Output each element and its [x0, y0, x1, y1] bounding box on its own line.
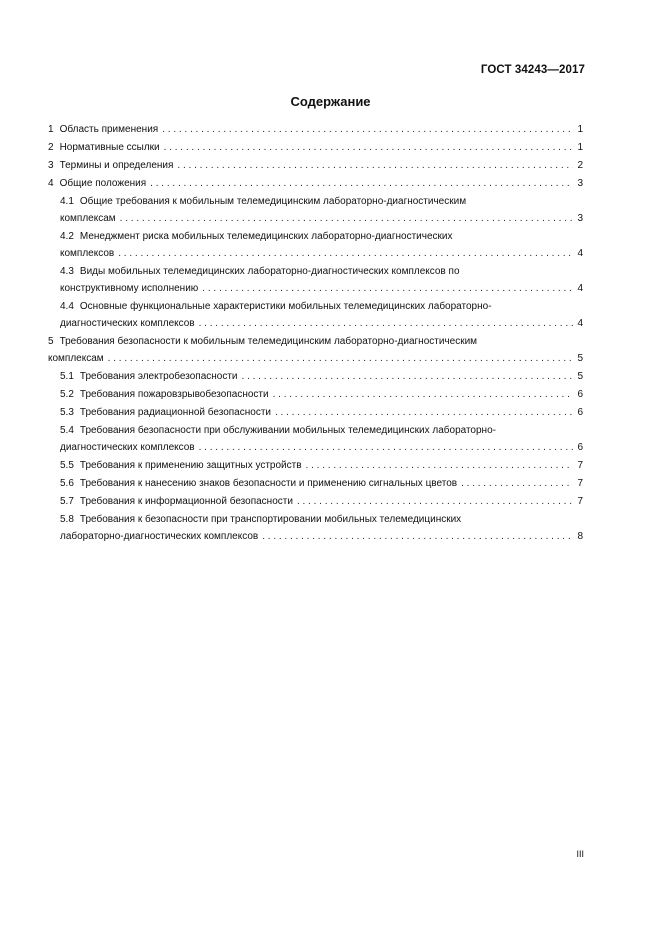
document-code: ГОСТ 34243—2017 — [480, 64, 585, 76]
toc-entry-page: 8 — [577, 531, 583, 542]
toc-entry[interactable] — [48, 457, 583, 474]
toc-leader-dots — [162, 121, 573, 138]
toc-leader-dots — [262, 528, 573, 545]
toc-leader-dots — [275, 404, 573, 421]
toc-leader-dots — [164, 139, 573, 156]
toc-entry-number: 5.8 — [60, 514, 74, 525]
toc-entry-title: Требования к применению защитных устройств — [79, 460, 302, 471]
toc-entry-number: 5.3 — [60, 407, 74, 418]
toc-entry-page: 3 — [577, 213, 583, 224]
toc-entry-title: Требования радиационной безопасности — [79, 407, 271, 418]
toc-entry-title: комплексов — [60, 248, 115, 259]
toc-entry-number: 2 — [48, 142, 54, 153]
toc-entry-number: 5.4 — [60, 425, 74, 436]
toc-entry[interactable] — [48, 511, 583, 545]
toc-entry[interactable] — [48, 422, 583, 456]
toc-leader-dots — [177, 157, 573, 174]
toc-entry-page: 5 — [577, 371, 583, 382]
toc-leader-dots — [108, 350, 573, 367]
toc-entry[interactable] — [48, 333, 583, 367]
toc-entry[interactable] — [48, 157, 583, 174]
toc-entry-number: 4.3 — [60, 266, 74, 277]
toc-entry-title: диагностических комплексов — [60, 442, 195, 453]
toc-entry-number: 5.6 — [60, 478, 74, 489]
toc-entry[interactable] — [48, 404, 583, 421]
toc-entry-page: 6 — [577, 407, 583, 418]
toc-entry[interactable] — [48, 139, 583, 156]
toc-leader-dots — [461, 475, 573, 492]
toc-entry-page: 1 — [577, 142, 583, 153]
toc-entry-page: 2 — [577, 160, 583, 171]
toc-entry-page: 4 — [577, 248, 583, 259]
toc-entry-title: Общие требования к мобильным телемедицинским лабораторно-диагностическим — [79, 196, 467, 207]
toc-leader-dots — [199, 315, 573, 332]
toc-entry[interactable] — [48, 193, 583, 227]
toc-entry-title: Виды мобильных телемедицинских лабораторно-диагностических комплексов по — [79, 266, 460, 277]
toc-entry-title: Требования к безопасности при транспортировании мобильных телемедицинских — [79, 514, 462, 525]
toc-leader-dots — [297, 493, 573, 510]
toc-entry[interactable] — [48, 121, 583, 138]
toc-entry-number: 4.2 — [60, 231, 74, 242]
toc-entry[interactable] — [48, 475, 583, 492]
toc-entry-number: 4.1 — [60, 196, 74, 207]
toc-leader-dots — [202, 280, 573, 297]
toc-entry-page: 7 — [577, 496, 583, 507]
toc-entry-page: 7 — [577, 478, 583, 489]
toc-entry-number: 4 — [48, 178, 54, 189]
toc-leader-dots — [199, 439, 573, 456]
toc-entry[interactable] — [48, 263, 583, 297]
toc-entry-title: Требования безопасности при обслуживании мобильных телемедицинских лабораторно- — [79, 425, 496, 436]
toc-entry[interactable] — [48, 228, 583, 262]
toc-entry-page: 1 — [577, 124, 583, 135]
toc-entry-number: 5.7 — [60, 496, 74, 507]
toc-leader-dots — [118, 245, 573, 262]
toc-entry-title: Термины и определения — [59, 160, 174, 171]
toc-entry-title: лабораторно-диагностических комплексов — [60, 531, 259, 542]
toc-entry-title: комплексам — [60, 213, 116, 224]
toc-leader-dots — [150, 175, 573, 192]
table-of-contents — [48, 121, 583, 546]
toc-entry-page: 6 — [577, 389, 583, 400]
toc-entry-title: Требования к нанесению знаков безопасности и применению сигнальных цветов — [79, 478, 458, 489]
toc-entry-title: Требования к информационной безопасности — [79, 496, 293, 507]
toc-entry-title: Общие положения — [59, 178, 147, 189]
toc-leader-dots — [242, 368, 573, 385]
toc-entry[interactable] — [48, 386, 583, 403]
toc-leader-dots — [273, 386, 573, 403]
toc-entry-number: 5.2 — [60, 389, 74, 400]
toc-entry-number: 3 — [48, 160, 54, 171]
toc-entry-page: 3 — [577, 178, 583, 189]
toc-entry-number: 4.4 — [60, 301, 74, 312]
toc-entry-number: 5 — [48, 336, 54, 347]
toc-leader-dots — [120, 210, 573, 227]
toc-title: Содержание — [290, 94, 371, 109]
toc-entry-number: 1 — [48, 124, 54, 135]
toc-entry[interactable] — [48, 175, 583, 192]
toc-entry-title: Менеджмент риска мобильных телемедицинских лабораторно-диагностических — [79, 231, 453, 242]
toc-entry-title: Основные функциональные характеристики мобильных телемедицинских лабораторно- — [79, 301, 492, 312]
toc-entry-title: Область применения — [59, 124, 159, 135]
toc-entry-title: диагностических комплексов — [60, 318, 195, 329]
toc-entry[interactable] — [48, 298, 583, 332]
toc-entry-title: Требования безопасности к мобильным телемедицинским лабораторно-диагностическим — [59, 336, 478, 347]
toc-entry-page: 7 — [577, 460, 583, 471]
toc-entry-title: Нормативные ссылки — [59, 142, 160, 153]
toc-entry[interactable] — [48, 368, 583, 385]
toc-entry-title: Требования пожаровзрывобезопасности — [79, 389, 269, 400]
page-number: III — [576, 849, 584, 859]
toc-entry-page: 4 — [577, 318, 583, 329]
toc-entry-title: Требования электробезопасности — [79, 371, 238, 382]
toc-entry-title: конструктивному исполнению — [60, 283, 199, 294]
toc-entry-number: 5.5 — [60, 460, 74, 471]
toc-entry-number: 5.1 — [60, 371, 74, 382]
toc-entry-page: 4 — [577, 283, 583, 294]
toc-entry-page: 6 — [577, 442, 583, 453]
toc-leader-dots — [306, 457, 573, 474]
toc-entry-page: 5 — [577, 353, 583, 364]
toc-entry-title: комплексам — [48, 353, 104, 364]
toc-entry[interactable] — [48, 493, 583, 510]
